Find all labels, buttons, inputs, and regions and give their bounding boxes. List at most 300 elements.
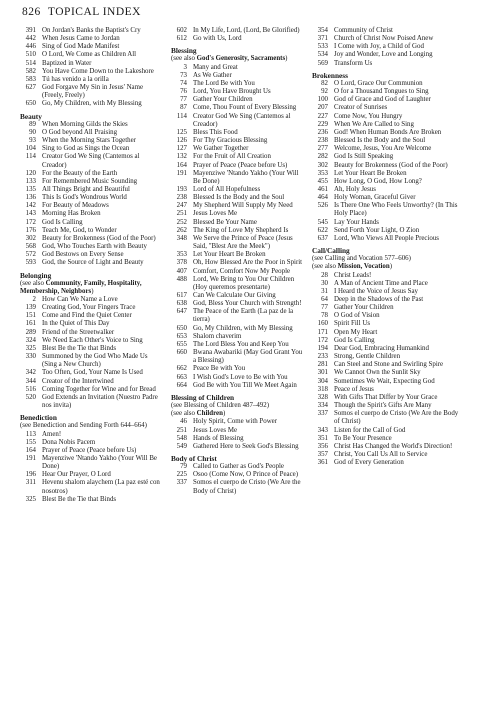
topic-heading: Benediction bbox=[20, 413, 57, 423]
index-column-1 bbox=[20, 27, 163, 504]
hymn-title: Gather Your Children bbox=[193, 96, 253, 104]
hymn-number: 143 bbox=[25, 210, 36, 218]
index-entry bbox=[312, 378, 462, 386]
index-entry bbox=[171, 443, 304, 451]
index-entry bbox=[20, 27, 163, 35]
hymn-title: Ah, Holy Jesus bbox=[334, 185, 376, 193]
hymn-title: Creator God We Sing (Cantemos al Creador) bbox=[193, 112, 291, 128]
hymn-title: Sometimes We Wait, Expecting God bbox=[334, 377, 435, 385]
hymn-number: 653 bbox=[176, 332, 187, 340]
index-entry bbox=[312, 394, 462, 402]
hymn-number: 660 bbox=[176, 349, 187, 357]
hymn-number: 357 bbox=[317, 450, 328, 458]
index-entry bbox=[20, 353, 163, 369]
hymn-number: 73 bbox=[180, 71, 187, 79]
hymn-title: God of Grace and God of Laughter bbox=[334, 96, 431, 104]
hymn-title: Let Your Heart Be Broken bbox=[334, 169, 407, 177]
index-entry bbox=[171, 251, 304, 259]
hymn-number: 663 bbox=[176, 373, 187, 381]
index-entry bbox=[20, 296, 163, 304]
hymn-title: For Thy Gracious Blessing bbox=[193, 137, 268, 145]
index-entry bbox=[171, 137, 304, 145]
index-entry bbox=[171, 210, 304, 218]
see-also-text: (see Calling and Vocation 577–606) bbox=[312, 255, 411, 263]
hymn-title: Blessed Is the Body and the Soul bbox=[193, 194, 285, 202]
hymn-number: 171 bbox=[317, 328, 328, 336]
index-entry bbox=[20, 337, 163, 345]
index-entry bbox=[312, 162, 462, 170]
hymn-title: We Serve the Prince of Peace (Jesus Said, "Blest Are the Meek") bbox=[193, 234, 293, 251]
hymn-number: 136 bbox=[25, 194, 36, 202]
index-entry bbox=[312, 345, 462, 353]
hymn-title: O God beyond All Praising bbox=[42, 128, 118, 136]
hymn-number: 125 bbox=[176, 128, 187, 136]
hymn-title: Lord, Who Views All People Precious bbox=[334, 234, 439, 242]
index-column-3 bbox=[312, 27, 462, 467]
hymn-title: Blest Be the Tie that Binds bbox=[42, 495, 117, 503]
index-entry bbox=[171, 88, 304, 96]
hymn-number: 282 bbox=[317, 153, 328, 161]
index-entry bbox=[20, 304, 163, 312]
hymn-number: 337 bbox=[176, 479, 187, 487]
index-entry bbox=[171, 104, 304, 112]
index-entry bbox=[20, 378, 163, 386]
hymn-number: 262 bbox=[176, 226, 187, 234]
hymn-title: For Beauty of Meadows bbox=[42, 202, 109, 210]
hymn-number: 378 bbox=[176, 259, 187, 267]
index-entry bbox=[20, 219, 163, 227]
hymn-title: Gathered Here to Seek God's Blessing bbox=[193, 442, 299, 450]
index-entry bbox=[312, 137, 462, 145]
hymn-title: Friend of the Streetwalker bbox=[42, 328, 115, 336]
hymn-title: I Wish God's Love to Be with You bbox=[193, 373, 288, 381]
hymn-title: Coming Together for Wine and for Bread bbox=[42, 385, 156, 393]
hymn-title: God, Who Touches Earth with Beauty bbox=[42, 243, 147, 251]
index-entry bbox=[171, 194, 304, 202]
index-entry bbox=[312, 410, 462, 426]
hymn-number: 2 bbox=[32, 296, 36, 303]
hymn-title: Called to Gather as God's People bbox=[193, 463, 284, 471]
index-entry bbox=[312, 104, 462, 112]
index-entry bbox=[312, 427, 462, 435]
hymn-title: Shalom chaverim bbox=[193, 332, 242, 340]
hymn-title: God, the Source of Light and Beauty bbox=[42, 259, 144, 267]
hymn-number: 343 bbox=[317, 426, 328, 434]
see-also-note bbox=[312, 255, 462, 263]
hymn-number: 277 bbox=[317, 145, 328, 153]
index-entry bbox=[20, 471, 163, 479]
hymn-number: 655 bbox=[176, 340, 187, 348]
hymn-title: When Jesus Came to Jordan bbox=[42, 35, 120, 43]
hymn-number: 325 bbox=[25, 344, 36, 352]
hymn-title: Dona Nobis Pacem bbox=[42, 438, 96, 446]
hymn-title: Can Steel and Stone and Swirling Spire bbox=[334, 361, 444, 369]
index-entry bbox=[312, 320, 462, 328]
index-entry bbox=[312, 202, 462, 218]
hymn-number: 164 bbox=[176, 161, 187, 169]
hymn-number: 127 bbox=[176, 145, 187, 153]
hymn-number: 510 bbox=[25, 51, 36, 59]
index-entry bbox=[171, 382, 304, 390]
hymn-number: 622 bbox=[317, 226, 328, 234]
index-entry bbox=[20, 227, 163, 235]
index-entry bbox=[20, 496, 163, 504]
hymn-title: Lord, You Have Brought Us bbox=[193, 88, 271, 96]
hymn-number: 344 bbox=[25, 377, 36, 385]
index-entry bbox=[171, 64, 304, 72]
index-entry bbox=[171, 96, 304, 104]
hymn-number: 289 bbox=[25, 328, 36, 336]
hymn-title: Oh, How Blessed Are the Poor in Spirit bbox=[193, 259, 303, 267]
hymn-title: Transform Us bbox=[334, 59, 373, 67]
index-entry bbox=[171, 349, 304, 365]
hymn-number: 92 bbox=[321, 88, 328, 96]
index-entry bbox=[20, 121, 163, 129]
index-entry bbox=[20, 186, 163, 194]
index-entry bbox=[171, 186, 304, 194]
index-column-2 bbox=[171, 27, 304, 496]
index-entry bbox=[171, 202, 304, 210]
index-entry bbox=[312, 170, 462, 178]
hymn-number: 461 bbox=[317, 185, 328, 193]
index-entry bbox=[171, 463, 304, 471]
index-entry bbox=[312, 178, 462, 186]
hymn-number: 194 bbox=[317, 344, 328, 352]
hymn-title: Blessed Is the Body and the Soul bbox=[334, 137, 426, 145]
index-entry bbox=[20, 170, 163, 178]
hymn-title: With Gifts That Differ by Your Grace bbox=[334, 393, 438, 401]
hymn-title: As We Gather bbox=[193, 71, 232, 79]
index-entry bbox=[171, 471, 304, 479]
index-entry bbox=[312, 337, 462, 345]
topic-heading: Brokenness bbox=[312, 70, 348, 80]
see-also-text: (see also bbox=[20, 279, 46, 287]
hymn-number: 233 bbox=[317, 353, 328, 361]
hymn-title: Go with Us, Lord bbox=[193, 35, 242, 43]
hymn-title: We Cannot Own the Sunlit Sky bbox=[334, 369, 421, 377]
index-entry bbox=[20, 76, 163, 84]
index-entry bbox=[312, 280, 462, 288]
index-entry bbox=[20, 43, 163, 51]
hymn-number: 612 bbox=[176, 35, 187, 43]
hymn-title: Many and Great bbox=[193, 63, 238, 71]
hymn-number: 113 bbox=[25, 430, 36, 438]
hymn-title: For Remembered Music Sounding bbox=[42, 177, 138, 185]
hymn-title: Creator God We Sing (Cantemos al Creador) bbox=[42, 153, 140, 169]
hymn-number: 534 bbox=[317, 51, 328, 59]
hymn-title: Holy Woman, Graceful Giver bbox=[334, 194, 416, 202]
hymn-number: 251 bbox=[176, 210, 187, 218]
hymn-number: 356 bbox=[317, 442, 328, 450]
index-entry bbox=[20, 259, 163, 267]
hymn-number: 549 bbox=[176, 442, 187, 450]
hymn-number: 593 bbox=[25, 259, 36, 267]
hymn-number: 407 bbox=[176, 267, 187, 275]
hymn-number: 82 bbox=[321, 79, 328, 87]
index-entry bbox=[20, 431, 163, 439]
index-entry bbox=[312, 386, 462, 394]
hymn-title: Osoo (Come Now, O Prince of Peace) bbox=[193, 471, 298, 479]
hymn-number: 225 bbox=[176, 471, 187, 479]
index-entry bbox=[20, 68, 163, 76]
hymn-number: 488 bbox=[176, 275, 187, 283]
hymn-title: Lay Your Hands bbox=[334, 218, 379, 226]
hymn-number: 342 bbox=[25, 369, 36, 377]
hymn-number: 155 bbox=[25, 438, 36, 446]
hymn-number: 391 bbox=[25, 27, 36, 34]
hymn-title: Blessed Be Your Name bbox=[193, 218, 257, 226]
hymn-title: Hear Our Prayer, O Lord bbox=[42, 471, 111, 479]
hymn-title: When Morning Gilds the Skies bbox=[42, 120, 128, 128]
index-entry bbox=[171, 113, 304, 129]
index-entry bbox=[312, 121, 462, 129]
hymn-number: 330 bbox=[25, 353, 36, 361]
hymn-number: 650 bbox=[176, 324, 187, 332]
hymn-title: Come and Find the Quiet Center bbox=[42, 312, 132, 320]
hymn-title: We Gather Together bbox=[193, 145, 249, 153]
topic-heading: Beauty bbox=[20, 111, 42, 121]
hymn-number: 151 bbox=[25, 312, 36, 320]
index-entry bbox=[312, 80, 462, 88]
hymn-number: 311 bbox=[25, 479, 36, 487]
index-entry bbox=[20, 235, 163, 243]
see-also-text: (see also bbox=[171, 55, 197, 63]
hymn-number: 77 bbox=[180, 96, 187, 104]
index-entry bbox=[171, 333, 304, 341]
hymn-title: Beauty for Brokenness (God of the Poor) bbox=[42, 234, 156, 242]
index-entry bbox=[171, 276, 304, 292]
hymn-title: Deep in the Shadows of the Past bbox=[334, 296, 424, 303]
hymn-title: Somos el cuerpo de Cristo (We Are the Body of Christ) bbox=[193, 479, 301, 495]
hymn-title: Prayer of Peace (Peace before Us) bbox=[193, 161, 288, 169]
hymn-title: Tú has venido a la orilla bbox=[42, 75, 109, 83]
hymn-title: Creator of Sunrises bbox=[334, 104, 388, 112]
hymn-number: 142 bbox=[25, 202, 36, 210]
index-entry bbox=[20, 35, 163, 43]
see-also-text: (see also bbox=[171, 410, 197, 418]
hymn-title: My Shepherd Will Supply My Need bbox=[193, 202, 293, 210]
hymn-number: 247 bbox=[176, 202, 187, 210]
hymn-title: God Bestows on Every Sense bbox=[42, 251, 124, 259]
hymn-number: 514 bbox=[25, 59, 36, 67]
index-entry bbox=[171, 325, 304, 333]
hymn-number: 191 bbox=[25, 454, 36, 462]
hymn-title: Peace of Jesus bbox=[334, 385, 374, 393]
index-entry bbox=[20, 60, 163, 68]
hymn-number: 79 bbox=[180, 463, 187, 471]
hymn-title: In the Quiet of This Day bbox=[42, 320, 110, 328]
hymn-number: 100 bbox=[317, 96, 328, 104]
index-entry bbox=[20, 312, 163, 320]
hymn-title: When the Morning Stars Together bbox=[42, 137, 136, 145]
hymn-number: 64 bbox=[321, 296, 328, 303]
index-entry bbox=[20, 455, 163, 471]
hymn-title: Lord of All Hopefulness bbox=[193, 185, 261, 193]
hymn-number: 172 bbox=[317, 336, 328, 344]
index-entry bbox=[20, 243, 163, 251]
hymn-title: I Come with Joy, a Child of God bbox=[334, 43, 424, 51]
index-entry bbox=[20, 320, 163, 328]
hymn-title: Bless This Food bbox=[193, 128, 238, 136]
see-also-text: (see also bbox=[312, 263, 338, 271]
hymn-title: Dear God, Embracing Humankind bbox=[334, 344, 429, 352]
hymn-number: 637 bbox=[317, 234, 328, 242]
topic-heading: Blessing bbox=[171, 46, 197, 56]
see-also-note bbox=[171, 410, 304, 418]
hymn-number: 114 bbox=[25, 153, 36, 161]
hymn-title: Somos el cuerpo de Cristo (We Are the Body of Christ) bbox=[334, 410, 459, 426]
see-also-note bbox=[171, 402, 304, 410]
hymn-number: 193 bbox=[176, 185, 187, 193]
hymn-title: Amen! bbox=[42, 430, 62, 438]
index-entry bbox=[171, 80, 304, 88]
hymn-number: 533 bbox=[317, 43, 328, 51]
hymn-number: 172 bbox=[25, 218, 36, 226]
hymn-number: 196 bbox=[25, 471, 36, 479]
index-entry bbox=[312, 60, 462, 68]
hymn-number: 30 bbox=[321, 279, 328, 287]
index-entry bbox=[312, 227, 462, 235]
hymn-number: 238 bbox=[317, 137, 328, 145]
topic-heading: Blessing of Children bbox=[171, 392, 235, 402]
hymn-number: 236 bbox=[317, 128, 328, 136]
index-entry bbox=[20, 202, 163, 210]
see-also-text: ) bbox=[91, 287, 94, 295]
see-also-topics: Mission, Vocation bbox=[337, 263, 390, 271]
hymn-number: 647 bbox=[176, 308, 187, 316]
index-entry bbox=[171, 435, 304, 443]
index-entry bbox=[312, 27, 462, 35]
index-entry bbox=[171, 427, 304, 435]
hymn-number: 302 bbox=[25, 234, 36, 242]
index-entry bbox=[312, 113, 462, 121]
hymn-number: 114 bbox=[176, 112, 187, 120]
hymn-number: 120 bbox=[25, 169, 36, 177]
hymn-title: Hands of Blessing bbox=[193, 434, 244, 442]
hymn-number: 572 bbox=[25, 251, 36, 259]
hymn-number: 74 bbox=[180, 79, 187, 87]
index-entry bbox=[20, 100, 163, 108]
hymn-title: The Lord Bless You and Keep You bbox=[193, 340, 289, 348]
index-entry bbox=[312, 272, 462, 280]
hymn-number: 602 bbox=[176, 27, 187, 34]
index-entry bbox=[171, 300, 304, 308]
hymn-title: God, Bless Your Church with Strength! bbox=[193, 300, 302, 308]
hymn-title: Blest Be the Tie that Binds bbox=[42, 344, 117, 352]
hymn-title: O Lord, Grace Our Communion bbox=[334, 79, 423, 87]
hymn-title: God Is Still Speaking bbox=[334, 153, 394, 161]
hymn-title: Teach Me, God, to Wonder bbox=[42, 226, 117, 234]
hymn-title: Let Your Heart Be Broken bbox=[193, 251, 266, 259]
hymn-title: Open My Heart bbox=[334, 328, 378, 336]
hymn-title: Prayer of Peace (Peace before Us) bbox=[42, 446, 137, 454]
hymn-title: O Lord, We Come as Children All bbox=[42, 51, 137, 59]
hymn-number: 662 bbox=[176, 365, 187, 373]
index-entry bbox=[171, 219, 304, 227]
hymn-title: Holy Spirit, Come with Power bbox=[193, 418, 278, 426]
hymn-title: Jesus Loves Me bbox=[193, 426, 238, 434]
hymn-title: Baptized in Water bbox=[42, 59, 92, 67]
index-entry bbox=[312, 451, 462, 459]
index-entry bbox=[20, 129, 163, 137]
hymn-title: Peace Be with You bbox=[193, 365, 246, 373]
hymn-number: 87 bbox=[180, 104, 187, 112]
see-also-text: ) bbox=[389, 263, 393, 271]
hymn-title: How Long, O God, How Long? bbox=[334, 177, 422, 185]
hymn-title: Bwana Awabariki (May God Grant You a Blessing) bbox=[193, 349, 303, 365]
hymn-number: 135 bbox=[25, 185, 36, 193]
hymn-title: Joy and Wonder, Love and Longing bbox=[334, 51, 433, 59]
hymn-title: How Can We Name a Love bbox=[42, 296, 118, 303]
hymn-title: Strong, Gentle Children bbox=[334, 353, 401, 361]
index-entry bbox=[312, 51, 462, 59]
hymn-number: 302 bbox=[317, 161, 328, 169]
index-entry bbox=[20, 447, 163, 455]
hymn-title: Comfort, Comfort Now My People bbox=[193, 267, 291, 275]
hymn-number: 328 bbox=[317, 393, 328, 401]
index-entry bbox=[20, 153, 163, 169]
index-entry bbox=[20, 439, 163, 447]
hymn-title: God Forgave My Sin in Jesus' Name (Freely, Freely) bbox=[42, 84, 144, 100]
topic-heading: Body of Christ bbox=[171, 453, 217, 463]
hymn-number: 324 bbox=[25, 336, 36, 344]
hymn-title: Lord, We Bring to You Our Children (Hoy queremos presentarte) bbox=[193, 275, 295, 291]
hymn-number: 126 bbox=[176, 137, 187, 145]
index-entry bbox=[171, 268, 304, 276]
index-entry bbox=[171, 479, 304, 495]
hymn-title: O God of Vision bbox=[334, 312, 380, 320]
index-entry bbox=[312, 296, 462, 304]
see-also-topics: Children bbox=[196, 410, 223, 418]
index-entry bbox=[20, 84, 163, 100]
hymn-title: In My Life, Lord, (Lord, Be Glorified) bbox=[193, 27, 300, 34]
hymn-number: 569 bbox=[317, 59, 328, 67]
index-entry bbox=[171, 374, 304, 382]
hymn-number: 582 bbox=[25, 67, 36, 75]
index-entry bbox=[20, 251, 163, 259]
hymn-title: For the Beauty of the Earth bbox=[42, 169, 118, 177]
hymn-number: 89 bbox=[29, 120, 36, 128]
hymn-number: 227 bbox=[317, 112, 328, 120]
index-entry bbox=[312, 88, 462, 96]
index-entry bbox=[312, 153, 462, 161]
index-entry bbox=[312, 312, 462, 320]
hymn-title: Sing to God as Sings the Ocean bbox=[42, 145, 130, 153]
hymn-title: Christ Has Changed the World's Direction! bbox=[334, 442, 453, 450]
hymn-number: 78 bbox=[321, 312, 328, 320]
hymn-number: 627 bbox=[25, 84, 36, 92]
hymn-title: God Extends an Invitation (Nuestro Padre nos invita) bbox=[42, 393, 158, 410]
index-entry bbox=[312, 361, 462, 369]
hymn-number: 526 bbox=[317, 202, 328, 210]
hymn-number: 337 bbox=[317, 410, 328, 418]
hymn-number: 442 bbox=[25, 35, 36, 43]
hymn-title: God Is Calling bbox=[42, 218, 83, 226]
hymn-number: 229 bbox=[317, 120, 328, 128]
index-entry bbox=[171, 341, 304, 349]
index-entry bbox=[20, 386, 163, 394]
hymn-title: Gather Your Children bbox=[334, 304, 394, 312]
see-also-note bbox=[20, 422, 163, 430]
hymn-title: Hevenu shalom alaychem (La paz esté con nosotros) bbox=[42, 479, 160, 495]
index-entry bbox=[20, 194, 163, 202]
see-also-text: (see Blessing of Children 487–492) bbox=[171, 402, 269, 410]
hymn-title: Jesus Loves Me bbox=[193, 210, 238, 218]
index-entry bbox=[312, 129, 462, 137]
index-entry bbox=[312, 443, 462, 451]
see-also-note bbox=[171, 55, 304, 63]
see-also-note bbox=[312, 263, 462, 271]
